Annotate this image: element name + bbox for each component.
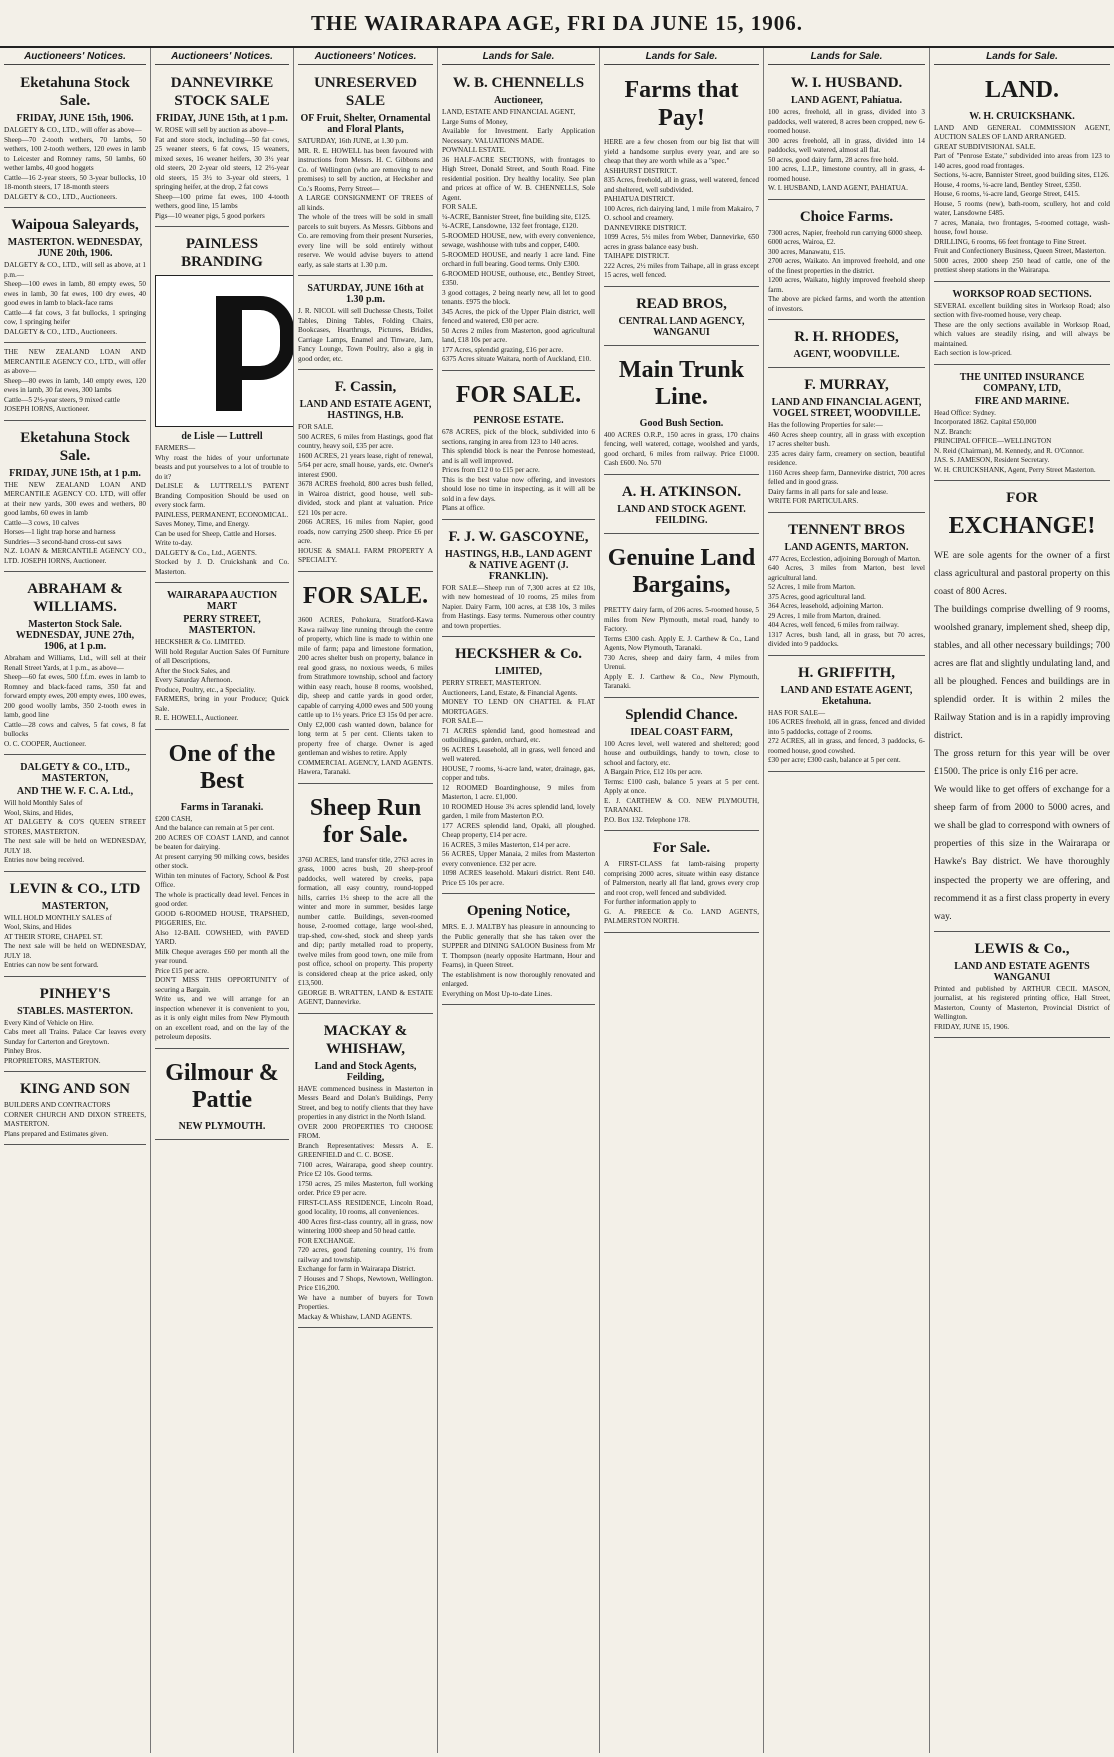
masthead	[0, 0, 1114, 48]
advertisement	[442, 639, 595, 894]
ad-body: HAS FOR SALE— 106 ACRES freehold, all in grass, fenced and divided into 5 paddocks, cottage of 2 rooms. 272 ACRES, all in grass, and fenced, 3 paddocks, 6-roomed house, good cowshed. £30 per acre; £300 cash, balance at 5 per cent.	[768, 708, 925, 764]
ad-body: LAND, ESTATE AND FINANCIAL AGENT, Large Sums of Money, Available for Investment. Early Application Necessary. VALUATIONS MADE. POWNALL ESTATE. 36 HALF-ACRE SECTIONS, with frontages to High Street, Donald Street, and South Road. Fine residential position. Dry healthy locality. See plan and prices at office of W. B. CHENNELLS, Sole Agent. FOR SALE. ¼-ACRE, Bannister Street, fine building site, £125. ¼-ACRE, Lansdowne, 132 feet frontage, £120. 5-ROOMED HOUSE, new, with every convenience, sewage, washhouse with tubs and copper, £400. 5-ROOMED HOUSE, and nearly 1 acre land. Fine orchard in full bearing. Good terms. Only £300. 6-ROOMED HOUSE, outhouse, etc., Bentley Street, £350. 3 good cottages, 2 being nearly new, all let to good tenants. £975 the block. 345 Acres, the pick of the Upper Plain district, well fenced and watered, £30 per acre. 50 Acres 2 miles from Masterton, good agricultural land, £18 10s per acre. 177 Acres, splendid grazing, £16 per acre. 6375 Acres situate Waitara, north of Auckland, £10.	[442, 108, 595, 363]
advertisement	[934, 367, 1110, 482]
ad-heading: DALGETY & CO., LTD., MASTERTON,	[20, 762, 130, 784]
ad-heading: READ BROS,	[636, 295, 727, 312]
ad-body: J. R. NICOL will sell Duchesse Chests, Toilet Tables, Dining Tables, Folding Chairs, Bookcases, Hearthrugs, Pictures, Bridles, Carriage Lamps, Enamel and Tinware, Jam, Fancy Lounge, Town Poultry, also a gig in good order, etc.	[298, 307, 433, 363]
ad-subheading: FRIDAY, JUNE 15th, 1906.	[16, 113, 134, 124]
ad-heading: FOR SALE.	[302, 582, 429, 609]
ad-heading: H. GRIFFITH,	[797, 664, 896, 681]
ad-body: 100 acres, freehold, all in grass, divided into 3 paddocks, well watered, 8 acres been cropped, new 6-roomed house. 300 acres freehold, all in grass, divided into 14 paddocks, well watered, almost all flat. 50 acres, good dairy farm, 28 acres free hold. 100 acres, L.I.P., limestone country, all in grass, 4-roomed house. W. I. HUSBAND, LAND AGENT, PAHIATUA.	[768, 108, 925, 192]
ad-heading: W. I. HUSBAND.	[790, 75, 903, 91]
column-header: Lands for Sale.	[442, 48, 595, 65]
ad-heading: Opening Notice,	[466, 903, 571, 920]
ad-heading: WAIRARAPA AUCTION MART	[166, 590, 278, 612]
advertisement	[604, 477, 759, 534]
ad-heading: KING AND SON	[19, 1081, 131, 1097]
ad-body: PERRY STREET, MASTERTON. Auctioneers, Land, Estate, & Financial Agents. MONEY TO LEND ON CHATTEL & FLAT MORTGAGES. FOR SALE— 71 ACRES splendid land, good homestead and outbuildings, garden, orchard, etc. 96 ACRES Leasehold, all in grass, well fenced and well watered. HOUSE, 7 rooms, ¼-acre land, water, drainage, gas, copper and tubs. 12 ROOMED Boardinghouse, 9 miles from Masterton, 1 acre. £1,000. 10 ROOMED House 3¼ acres splendid land, lovely garden, 1 mile from Masterton P.O. 177 ACRES splendid land, Opaki, all ploughed. Cheap property, £14 per acre. 16 ACRES, 3 miles Masterton, £14 per acre. 56 ACRES, Upper Manaia, 2 miles from Masterton every convenience. £32 per acre. 1098 ACRES leasehold. Makuri district. Rent £40. Price £5 10s per acre.	[442, 679, 595, 887]
ad-subheading: NEW PLYMOUTH.	[178, 1120, 266, 1132]
ad-heading: Splendid Chance.	[625, 706, 738, 723]
column-header: Auctioneers' Notices.	[298, 48, 433, 65]
ad-heading: For Sale.	[652, 840, 711, 857]
ad-subheading: LAND AGENTS, MARTON.	[784, 541, 909, 553]
column-header: Lands for Sale.	[604, 48, 759, 65]
advertisement	[768, 68, 925, 200]
ad-body: FARMERS— Why roast the hides of your unfortunate beasts and put yourselves to a lot of trouble to do it? DeLISLE & LUTTRELL'S PATENT Branding Composition Should be used on every stock farm. PAINLESS, PERMANENT, ECONOMICAL. Saves Money, Time, and Energy. Can be used for Sheep, Cattle and Horses. Write to-day. DALGETY & Co., Ltd., AGENTS. Stocked by J. D. Cruickshank and Co. Masterton.	[155, 444, 289, 576]
ad-heading: LEWIS & Co.,	[974, 940, 1070, 957]
ad-heading: PINHEY'S	[39, 985, 111, 1002]
ad-body: 3600 ACRES, Pohokura, Stratford-Kawa Kawa railway line running through the centre of property, which line is made to within one mile of farm; papa and limestone formation, 200 acres shelter bush on property, balance in real good grass, no noxious weeds, 6 miles from Strathmore township, school and factory within easy reach, house 8 rooms, woolshed, dip, sheep and cattle yards in good order, capable of carrying 4,000 ewes and 500 young cattle up to 1½ years. Price £3 15s 0d per acre. Only £2,000 cash wanted down, balance for long term at 5 per cent. Clients taken to property free of charge. Owner is aged gentleman and wishes to retire. Apply COMMERCIAL AGENCY, LAND AGENTS. Hawera, Taranaki.	[298, 616, 433, 777]
ad-body: A FIRST-CLASS fat lamb-raising property comprising 2000 acres, situate within easy distance of Palmerston, nearly all flat land, grows every crop and root crop, well fenced and subdivided. For further information apply to G. A. PREECE & Co. LAND AGENTS, PALMERSTON NORTH.	[604, 860, 759, 926]
advertisement	[155, 68, 289, 227]
ad-body: MRS. E. J. MALTBY has pleasure in announcing to the Public generally that she has taken over the SUPPER and DINING SALOON Business from Mr T. Thompson (nearly opposite Hartmann, Hour and Fearns), in Queen Street. The establishment is now thoroughly renovated and enlarged. Everything on Most Up-to-date Lines.	[442, 923, 595, 998]
advertisement	[604, 536, 759, 698]
ad-heading: LEVIN & CO., LTD	[9, 880, 141, 897]
advertisement	[298, 68, 433, 276]
ad-heading: LAND.	[984, 77, 1059, 103]
ad-body: HECKSHER & Co. LIMITED. Will hold Regular Auction Sales Of Furniture of all Descriptions, After the Stock Sales, and Every Saturday Afternoon. Produce, Poultry, etc., a Speciality. FARMERS, bring in your Produce; Quick Sale. R. E. HOWELL, Auctioneer.	[155, 638, 289, 722]
advertisement	[442, 896, 595, 1005]
ad-body: 7300 acres, Napier, freehold run carrying 6000 sheep. 6000 acres, Wairoa, £2. 300 acres, Manawatu, £15. 2700 acres, Waikato. An improved freehold, and one of the finest properties in the district. 1200 acres, Waikato, highly improved freehold sheep farm. The above are picked farms, and worth the attention of investors.	[768, 228, 925, 313]
ad-subheading: FRIDAY, JUNE 15th, at 1 p.m.	[9, 467, 141, 479]
ad-body: THE NEW ZEALAND LOAN AND MERCANTILE AGENCY CO., LTD., will offer as above— Sheep—80 ewes in lamb, 140 empty ewes, 120 ewes in lamb, 30 fat ewes, 300 lambs Cattle—5 2½-year steers, 9 mixed cattle JOSEPH IORNS, Auctioneer.	[4, 348, 146, 413]
ad-subheading: EXCHANGE!	[948, 513, 1096, 540]
ad-heading: UNRESERVED SALE	[314, 75, 417, 109]
ad-heading: Waipoua Saleyards,	[11, 217, 139, 233]
advertisement	[442, 373, 595, 520]
ad-heading: HECKSHER & Co.	[454, 646, 583, 663]
column-7	[930, 48, 1114, 1753]
ad-subheading: IDEAL COAST FARM,	[630, 726, 733, 738]
ad-body: W. ROSE will sell by auction as above— Fat and store stock, including—50 fat cows, 25 weaner steers, 6 fat cows, 15 weaners, mixed sexes, 16 weaner heifers, 30 3½ year old steers, 20 2-year old steers, 12 2½-year old steers, 15 3½ to 3-year old steers, 1 springing heifer, at the drop, 2 fat cows Sheep—100 prime fat ewes, 100 4-tooth wethers, good line, 15 lambs Pigs—10 weaner pigs, 5 good porkers	[155, 126, 289, 220]
ad-heading: Genuine Land Bargains,	[607, 544, 756, 599]
ad-heading: F. Cassin,	[334, 379, 397, 395]
advertisement	[768, 322, 925, 368]
advertisement	[155, 1051, 289, 1140]
advertisement	[298, 786, 433, 1014]
ad-body: £200 CASH, And the balance can remain at 5 per cent. 200 ACRES OF COAST LAND, and cannot be beaten for dairying. At present carrying 90 milking cows, besides other stock. Within ten minutes of Factory, School & Post Office. The whole is practically dead level. Fences in good order. GOOD 6-ROOMED HOUSE, TRAPSHED, PIGGERIES, Etc. Also 12-BAIL COWSHED, with PAVED YARD. Milk Cheque averages £60 per month all the year round. Price £15 per acre. DON'T MISS THIS OPPORTUNITY of securing a Bargain. Write us, and we will arrange for an inspection whenever it is convenient to you, as it is only eight miles from New Plymouth on an excellent road, and on the lay of the petroleum deposits.	[155, 814, 289, 1042]
column-header: Lands for Sale.	[934, 48, 1110, 65]
ad-subheading: AGENT, WOODVILLE.	[793, 349, 900, 360]
advertisement	[155, 732, 289, 1049]
column-4	[438, 48, 600, 1753]
ad-body: LAND AND GENERAL COMMISSION AGENT, AUCTION SALES OF LAND ARRANGED. GREAT SUBDIVISIONAL SALE. Part of "Penrose Estate," subdivided into areas from 123 to 140 acres, good road frontages. Sections, ¼-acre, Bannister Street, good building sites, £126. House, 4 rooms, ¼-acre land, Bentley Street, £350. House, 6 rooms, ¼-acre land, George Street, £415. House, 5 rooms (new), bath-room, scullery, hot and cold water, Lansdowne £485. 7 acres, Manaia, two frontages, 5-roomed cottage, wash-house, fowl house. DRILLING, 6 rooms, 66 feet frontage to Fine Street. Fruit and Confectionery Business, Queen Street, Masterton. 5000 acres, 2000 sheep 250 head of cattle, one of the prettiest sheep stations in the Wairarapa.	[934, 123, 1110, 275]
ad-heading: R. H. RHODES,	[794, 329, 899, 345]
ad-subheading: de Lisle — Luttrell	[181, 431, 263, 442]
ad-heading: Choice Farms.	[799, 208, 894, 225]
ad-subheading: W. H. CRUICKSHANK.	[969, 110, 1075, 122]
ad-body: 100 Acres level, well watered and sheltered; good house and outbuildings, handy to town, close to school and factory, etc. A Bargain Price, £12 10s per acre. Terms: £100 cash, balance 5 years at 5 per cent. Apply at once. E. J. CARTHEW & CO. NEW PLYMOUTH, TARANAKI. P.O. Box 132. Telephone 178.	[604, 739, 759, 824]
ad-subheading: CENTRAL LAND AGENCY, WANGANUI	[618, 315, 745, 338]
ad-heading: Farms that Pay!	[624, 77, 739, 131]
column-header: Auctioneers' Notices.	[155, 48, 289, 65]
ad-body: 678 ACRES, pick of the block, subdivided into 6 sections, ranging in area from 123 to 140 acres. This splendid block is near the Penrose homestead, and is all well improved. Prices from £12 0 to £15 per acre. This is the best value now offering, and investors should lose no time in inspecting, as it will all be sold in a few days. Plans at office.	[442, 428, 595, 513]
ad-heading: FOR SALE.	[455, 381, 582, 408]
ad-heading: WORKSOP ROAD SECTIONS.	[952, 288, 1092, 300]
ad-body: BUILDERS AND CONTRACTORS CORNER CHURCH AND DIXON STREETS, MASTERTON. Plans prepared and Estimates given.	[4, 1101, 146, 1138]
advertisement	[155, 585, 289, 730]
ad-body: PRETTY dairy farm, of 206 acres. 5-roomed house, 5 miles from New Plymouth, metal road, handy to Factory. Terms £300 cash. Apply E. J. Carthew & Co., Land Agents, Now Plymouth, Taranaki. 730 Acres, sheep and dairy farm, 4 miles from Urenui. Apply E. J. Carthew & Co., New Plymouth, Taranaki.	[604, 606, 759, 691]
advertisement	[4, 210, 146, 343]
ad-subheading: AND THE W. F. C. A. Ltd.,	[16, 786, 134, 797]
ad-subheading: FRIDAY, JUNE 15th, at 1 p.m.	[156, 113, 288, 124]
ad-subheading: Land and Stock Agents, Feilding,	[314, 1060, 417, 1083]
ad-heading: FOR	[1006, 490, 1038, 507]
advertisement	[768, 370, 925, 513]
ad-subheading: Farms in Taranaki.	[180, 801, 264, 813]
advertisement	[934, 68, 1110, 282]
ad-body: DALGETY & CO., LTD., will offer as above— Sheep—70 2-tooth wethers, 70 lambs, 50 wethers, 100 2-tooth wethers, 120 ewes in lamb to Leicester and Romney rams, 50 lambs, 60 wether lambs, 40 good hoggets Cattle—16 2-year steers, 50 3-year bullocks, 10 18-month steers, 17 18-month steers DALGETY & CO., LTD., Auctioneers.	[4, 126, 146, 201]
ad-subheading: LAND AND STOCK AGENT. FEILDING.	[617, 503, 746, 526]
ad-body: FOR SALE—Sheep run of 7,300 acres at £2 10s, with new homestead of 10 rooms, 25 miles from Napier. Dairy Farm, 100 acres, at £38 10s, 3 miles from Hastings. Easy terms. Numerous other country and town properties.	[442, 583, 595, 630]
ad-subheading: MASTERTON. WEDNESDAY, JUNE 20th, 1906.	[7, 237, 143, 259]
ad-body: Printed and published by ARTHUR CECIL MASON, journalist, at his registered printing office, Hall Street, Masterton, County of Masterton, Provincial District of Wellington. FRIDAY, JUNE 15, 1906.	[934, 984, 1110, 1031]
ad-heading: THE UNITED INSURANCE COMPANY, LTD,	[959, 371, 1085, 394]
ad-subheading: LAND AGENT, Pahiatua.	[791, 95, 902, 106]
ad-subheading: LAND AND FINANCIAL AGENT, VOGEL STREET, WOODVILLE.	[771, 397, 922, 419]
column-6	[764, 48, 930, 1753]
ad-heading: F. MURRAY,	[804, 377, 889, 393]
ad-heading: TENNENT BROS	[788, 521, 905, 538]
column-3	[294, 48, 438, 1753]
advertisement	[4, 757, 146, 872]
ad-body: FOR SALE. 500 ACRES, 6 miles from Hastings, good flat country, heavy soil, £35 per acre. 1600 ACRES, 21 years lease, right of renewal, 5/64 per acre, small house, yards, etc. Owner's interest £900. 3678 ACRES freehold, 800 acres bush felled, in Wairoa district, good house, well sub-divided, stock and plant at valuation. Price £21 10s per acre. 2066 ACRES, 16 miles from Napier, good roads, now carrying 2500 sheep. Price £6 per acre. HOUSE & SMALL FARM PROPERTY A SPECIALTY.	[298, 423, 433, 564]
ad-subheading: PERRY STREET, MASTERTON.	[183, 614, 261, 636]
ad-body: SEVERAL excellent building sites in Worksop Road; also section with five-roomed house, very cheap. These are the only sections available in Worksop Road, which values are steadily rising, and will always be maintained. Each section is low-priced.	[934, 301, 1110, 358]
advertisement	[4, 1074, 146, 1145]
advertisement	[155, 229, 289, 583]
ad-body: THE NEW ZEALAND LOAN AND MERCANTILE AGENCY CO. LTD, will offer at their new yards, 300 ewes and wethers, 80 good lambs, 60 ewes in lamb Cattle—3 cows, 10 calves Horses—1 light trap horse and harness Sundries—3 second-hand cross-cut saws N.Z. LOAN & MERCANTILE AGENCY CO., LTD. JOSEPH IORNS, Auctioneer.	[4, 480, 146, 565]
masthead-title: THE WAIRARAPA AGE, FRI DA JUNE 15, 1906.	[311, 11, 803, 35]
ad-body: Head Office: Sydney. Incorporated 1862. Capital £50,000 N.Z. Branch: PRINCIPAL OFFICE—WELLINGTON N. Reid (Chairman), M. Kennedy, and R. O'Connor. JAS. S. JAMESON, Resident Secretary. W. H. CRUICKSHANK, Agent, Perry Street Masterton.	[934, 408, 1096, 474]
ad-subheading: Masterton Stock Sale. WEDNESDAY, JUNE 27th, 1906, at 1 p.m.	[15, 619, 135, 652]
advertisement	[768, 515, 925, 656]
ad-heading: MACKAY & WHISHAW,	[323, 1022, 408, 1057]
advertisement	[4, 874, 146, 977]
ad-heading: ABRAHAM & WILLIAMS.	[27, 581, 123, 615]
advertisement	[604, 700, 759, 832]
advertisement	[604, 348, 759, 475]
advertisement	[768, 202, 925, 321]
ad-heading: Eketahuna Stock Sale.	[20, 429, 130, 464]
column-1	[0, 48, 151, 1753]
column-header: Lands for Sale.	[768, 48, 925, 65]
ad-subheading: HASTINGS, H.B., LAND AGENT & NATIVE AGENT (J. FRANKLIN).	[445, 548, 592, 582]
advertisement	[934, 934, 1110, 1039]
ad-subheading: LIMITED,	[495, 666, 542, 678]
advertisement	[604, 289, 759, 346]
advertisement	[604, 68, 759, 287]
advertisement	[442, 68, 595, 371]
advertisement	[768, 658, 925, 772]
ad-heading: DANNEVIRKE STOCK SALE	[170, 75, 274, 109]
ad-subheading: SATURDAY, JUNE 16th at 1.30 p.m.	[307, 283, 424, 305]
ad-body: Every Kind of Vehicle on Hire. Cabs meet all Trains. Palace Car leaves every Sunday for Carterton and Greytown. Pinhey Bros. PROPRIETORS, MASTERTON.	[4, 1018, 146, 1065]
advertisement	[934, 483, 1110, 932]
ad-body: Will hold Monthly Sales of Wool, Skins, and Hides, AT DALGETY & CO'S QUEEN STREET STORES, MASTERTON. The next sale will be held on WEDNESDAY, JULY 18. Entries now being received.	[4, 799, 146, 864]
column-5	[600, 48, 764, 1753]
advertisement	[4, 574, 146, 755]
ad-subheading: Auctioneer,	[494, 95, 543, 106]
advertisement	[298, 574, 433, 784]
ad-heading: A. H. ATKINSON.	[621, 483, 742, 500]
advertisement	[4, 345, 146, 421]
ad-heading: Sheep Run for Sale.	[309, 794, 422, 849]
advertisement	[4, 68, 146, 208]
ad-body: DALGETY & CO., LTD., will sell as above, at 1 p.m.— Sheep—100 ewes in lamb, 80 empty ewes, 50 ewes in lamb, 30 fat ewes, 100 dry ewes, 40 good ewes in lamb to black-face rams Cattle—4 fat cows, 3 fat bullocks, 1 springing cow, 1 springing heifer DALGETY & CO., LTD., Auctioneers.	[4, 261, 146, 336]
ad-heading: Main Trunk Line.	[618, 356, 745, 411]
ad-heading: F. J. W. GASCOYNE,	[448, 528, 589, 545]
advertisement	[442, 522, 595, 638]
ad-body: 400 ACRES O.R.P., 150 acres in grass, 170 chains fencing, well watered, cottage, woolshed and yards, good orchard, 6 miles from railway. Price £1000. Cash £600. No. 570	[604, 430, 759, 468]
advertisement	[298, 278, 433, 370]
ad-body: WE are sole agents for the owner of a first class agricultural and pastoral property on this coast of 800 Acres. The buildings comprise dwelling of 9 rooms, woolshed granary, implement shed, sheep dip, stables, and all other necessary buildings; 700 acres are flat and slightly undulating land, and all be ploughed. Fences and buildings are in splendid order. It is within 2 miles the Railway Station and is in a rapidly improving district. The gross return for this year will be over £1500. The price is only £16 per acre. We would like to get offers of exchange for a sheep farm of from 2000 to 5000 acres, and we shall be glad to correspond with owners of properties of this size in the Wairarapa or Hawke's Bay district. We have thoroughly inspected the property we are offering, and recommend it as a first class property in every way.	[934, 550, 1110, 922]
ad-subheading: OF Fruit, Shelter, Ornamental and Floral Plants,	[300, 113, 431, 135]
ad-subheading: LAND AND ESTATE AGENT, HASTINGS, H.B.	[299, 399, 432, 421]
branding-logo-icon	[155, 275, 294, 427]
ad-subheading: LAND AND ESTATE AGENT, Eketahuna.	[780, 684, 913, 707]
advertisement	[298, 1016, 433, 1329]
advertisement	[4, 979, 146, 1073]
ad-heading: W. B. CHENNELLS	[452, 75, 585, 91]
advertisement	[934, 284, 1110, 365]
column-2	[151, 48, 294, 1753]
ad-heading: PAINLESS BRANDING	[181, 236, 263, 270]
ad-body: HAVE commenced business in Masterton in Messrs Beard and Dolan's Buildings, Perry Street, and beg to notify clients that they have properties in any district in the North Island. OVER 2000 PROPERTIES TO CHOOSE FROM. Branch Representatives: Messrs A. E. GREENFIELD and C. C. BOSE. 7100 acres, Wairarapa, good sheep country. Price £2 10s. Good terms. 1750 acres, 25 miles Masterton, full working order. Price £9 per acre. FIRST-CLASS RESIDENCE, Lincoln Road, good locality, 10 rooms, all conveniences. 400 Acres first-class country, all in grass, now wintering 1000 sheep and 50 head cattle. FOR EXCHANGE. 720 acres, good fattening country, 1½ from railway and township. Exchange for farm in Wairarapa District. 7 Houses and 7 Shops, Newtown, Wellington. Price £16,200. We have a number of buyers for Town Properties. Mackay & Whishaw, LAND AGENTS.	[298, 1084, 433, 1321]
ad-body: WILL HOLD MONTHLY SALES of Wool, Skins, and Hides AT THEIR STORE, CHAPEL ST. The next sale will be held on WEDNESDAY, JULY 18. Entries can now be sent forward.	[4, 913, 146, 969]
ad-subheading: STABLES. MASTERTON.	[17, 1005, 133, 1017]
ad-body: 3760 ACRES, land transfer title, 2763 acres in grass, 1000 acres bush, 20 sheep-proof paddocks, well watered by creeks, papa formation, all easy country, round-topped hills, carries 1½ sheep to the acre all the winter and more in summer, besides large number cattle. Buildings, seven-roomed house, 2-roomed cottage, large wool-shed, trap-shed, cow-shed, stock and sheep yards and dip; partly metalled road to property, twelve miles from good town, one mile from post office, school on property. This property is considered cheap at the price asked, only £13,500. GEORGE B. WRATTEN, LAND & ESTATE AGENT, Dannevirke.	[298, 855, 433, 1007]
column-header: Auctioneers' Notices.	[4, 48, 146, 65]
ad-subheading: MASTERTON,	[41, 900, 109, 912]
ad-body: Has the following Properties for sale:— 460 Acres sheep country, all in grass with exception 17 acres shelter bush. 235 acres dairy farm, creamery on section, beautiful residence. 1160 Acres sheep farm, Dannevirke district, 700 acres felled and in good grass. Dairy farms in all parts for sale and lease. WRITE FOR PARTICULARS.	[768, 421, 925, 505]
ad-heading: Eketahuna Stock Sale.	[20, 75, 130, 109]
ad-heading: Gilmour & Pattie	[165, 1059, 279, 1114]
ad-body: Abraham and Williams, Ltd., will sell at their Renall Street Yards, at 1 p.m., as above— Sheep—60 fat ewes, 500 f.f.m. ewes in lamb to Romney and black-faced rams, 350 fat and forward empty ewes, 200 empty ewes, 100 ewes, 200 good woolly lambs, 350 2-tooth ewes in lamb, good line Cattle—28 cows and calves, 5 fat cows, 8 fat bullocks O. C. COOPER, Auctioneer.	[4, 654, 146, 748]
advertisement	[298, 372, 433, 572]
ad-subheading: LAND AND ESTATE AGENTS WANGANUI	[954, 960, 1090, 983]
ad-subheading: Good Bush Section.	[639, 417, 724, 429]
ad-subheading: FIRE AND MARINE.	[974, 395, 1070, 407]
ad-body: 477 Acres, Ecclestion, adjoining Borough of Marton. 640 Acres, 3 miles from Marton, best level agricultural land. 52 Acres, 1 mile from Marton. 375 Acres, good agricultural land. 364 Acres, leasehold, adjoining Marton. 29 Acres, 1 mile from Marton, drained. 404 Acres, well fenced, 6 miles from railway. 1317 Acres, bush land, all in grass, but 70 acres, divided into 9 paddocks.	[768, 554, 925, 648]
ad-heading: One of the Best	[168, 740, 276, 795]
advertisement	[604, 833, 759, 933]
ad-subheading: PENROSE ESTATE.	[473, 415, 564, 427]
ad-body: SATURDAY, 16th JUNE, at 1.30 p.m. MR. R. E. HOWELL has been favoured with instructions from Messrs. H. C. Gibbons and Co. of Wellington (who are removing to new premises) to sell by auction, at Hecksher and Co.'s Rooms, Perry Street— A LARGE CONSIGNMENT OF TREES of all kinds. The whole of the trees will be sold in small parcels to suit buyers. As Messrs. Gibbons and Co. are removing from their present Nurseries, every line will be sold entirely without reserve. We would advise buyers to attend early, as sale starts at 1.30 p.m.	[298, 137, 433, 269]
ad-body: HERE are a few chosen from our big list that will yield a handsome surplus every year, and are so cheap that they are worth while as a "spec." ASHHURST DISTRICT. 835 Acres, freehold, all in grass, well watered, fenced and sheltered, well subdivided. PAHIATUA DISTRICT. 100 Acres, rich dairying land, 1 mile from Makairo, 7 O. school and creamery. DANNEVIRKE DISTRICT. 1099 Acres, 5½ miles from Weber, Dannevirke, 650 acres in grass balance easy bush. TAIHAPE DISTRICT. 222 Acres, 2½ miles from Taihape, all in grass except 15 acres, well fenced.	[604, 138, 759, 280]
advertisement	[4, 423, 146, 573]
